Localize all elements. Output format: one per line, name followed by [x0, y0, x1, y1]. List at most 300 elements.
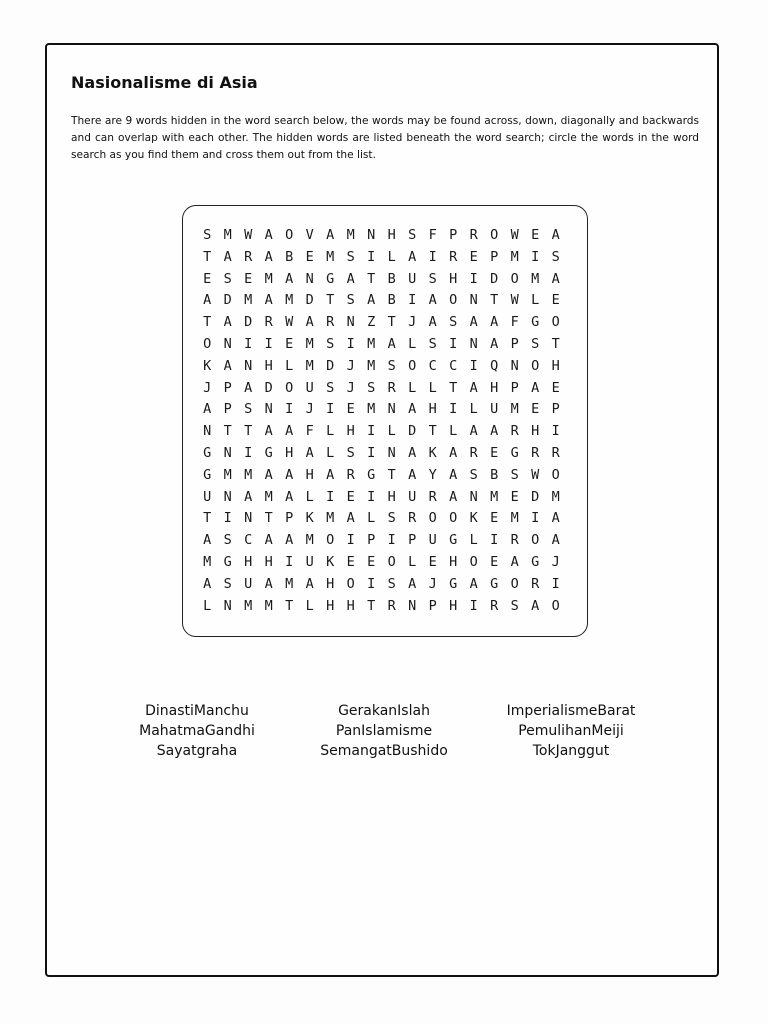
grid-letter: N	[223, 597, 232, 614]
grid-letter: A	[490, 423, 499, 440]
grid-letter: T	[244, 423, 253, 440]
grid-letter: N	[223, 335, 232, 352]
grid-letter: E	[428, 553, 437, 570]
grid-letter: M	[285, 292, 294, 309]
grid-letter: D	[244, 314, 253, 331]
grid-letter: M	[244, 597, 253, 614]
grid-letter: M	[264, 270, 273, 287]
grid-letter: M	[490, 488, 499, 505]
grid-letter: W	[244, 227, 253, 243]
grid-letter: S	[326, 335, 335, 352]
grid-letter: I	[346, 532, 355, 549]
grid-letter: L	[387, 248, 396, 265]
grid-letter: U	[305, 553, 314, 570]
grid-letter: S	[428, 270, 437, 287]
grid-letter: I	[551, 575, 560, 592]
grid-letter: S	[387, 357, 396, 374]
grid-letter: S	[346, 444, 355, 461]
grid-letter: H	[346, 597, 355, 614]
grid-letter: T	[223, 423, 232, 440]
grid-letter: S	[387, 575, 396, 592]
grid-letter: E	[346, 553, 355, 570]
grid-letter: A	[510, 553, 519, 570]
grid-letter: I	[264, 335, 273, 352]
grid-letter: N	[510, 357, 519, 374]
grid-letter: A	[428, 314, 437, 331]
grid-letter: G	[203, 466, 212, 483]
grid-letter: N	[387, 444, 396, 461]
word-list-item: PemulihanMeiji	[518, 723, 624, 739]
grid-letter: O	[551, 597, 560, 614]
grid-letter: P	[285, 510, 294, 527]
grid-letter: M	[346, 227, 355, 243]
grid-letter: A	[285, 532, 294, 549]
grid-letter: R	[244, 248, 253, 265]
grid-letter: H	[326, 597, 335, 614]
grid-letter: L	[326, 444, 335, 461]
grid-letter: H	[387, 227, 396, 243]
grid-letter: A	[305, 444, 314, 461]
grid-letter: S	[449, 314, 458, 331]
grid-letter: I	[367, 575, 376, 592]
grid-letter: M	[244, 292, 253, 309]
grid-letter: R	[264, 314, 273, 331]
grid-letter: H	[285, 444, 294, 461]
grid-letter: P	[490, 248, 499, 265]
grid-letter: A	[326, 227, 335, 243]
grid-letter: G	[510, 444, 519, 461]
grid-letter: W	[510, 292, 519, 309]
grid-letter: A	[551, 227, 560, 243]
grid-letter: E	[531, 227, 540, 243]
grid-letter: A	[469, 379, 478, 396]
grid-letter: I	[449, 335, 458, 352]
worksheet-page	[45, 43, 719, 977]
word-list-item: TokJanggut	[532, 743, 610, 759]
grid-letter: M	[367, 357, 376, 374]
grid-letter: G	[326, 270, 335, 287]
grid-letter: A	[490, 335, 499, 352]
grid-letter: N	[367, 227, 376, 243]
grid-letter: A	[305, 314, 314, 331]
grid-letter: T	[203, 248, 212, 265]
grid-letter: K	[326, 553, 335, 570]
grid-letter: D	[264, 379, 273, 396]
grid-letter: G	[531, 314, 540, 331]
grid-letter: T	[264, 510, 273, 527]
grid-letter: S	[244, 401, 253, 418]
grid-letter: R	[326, 314, 335, 331]
grid-letter: Z	[367, 314, 376, 331]
grid-letter: W	[285, 314, 294, 331]
grid-letter: L	[469, 401, 478, 418]
instructions-text: There are 9 words hidden in the word search below, the words may be found across, down, diagonally and backwards and can overlap with each other. The hidden words are listed beneath the word search; circle the words in the word search as you find them and cross them out from the list.	[71, 115, 699, 161]
grid-letter: I	[367, 444, 376, 461]
grid-letter: R	[387, 379, 396, 396]
grid-letter: N	[469, 335, 478, 352]
grid-letter: V	[305, 227, 314, 243]
grid-letter: A	[551, 532, 560, 549]
grid-letter: A	[326, 466, 335, 483]
grid-letter: H	[264, 357, 273, 374]
grid-letter: P	[367, 532, 376, 549]
grid-letter: A	[469, 314, 478, 331]
grid-letter: O	[346, 575, 355, 592]
grid-letter: E	[469, 248, 478, 265]
grid-letter: W	[531, 466, 540, 483]
grid-letter: M	[326, 510, 335, 527]
grid-letter: T	[449, 379, 458, 396]
grid-letter: I	[428, 248, 437, 265]
grid-letter: O	[490, 227, 499, 243]
grid-letter: I	[285, 401, 294, 418]
grid-letter: O	[285, 379, 294, 396]
grid-letter: E	[346, 401, 355, 418]
grid-letter: N	[387, 401, 396, 418]
grid-letter: A	[531, 379, 540, 396]
grid-letter: E	[285, 335, 294, 352]
grid-letter: T	[203, 510, 212, 527]
grid-letter: B	[387, 270, 396, 287]
grid-letter: A	[264, 423, 273, 440]
grid-letter: J	[203, 379, 212, 396]
grid-letter: D	[490, 270, 499, 287]
grid-letter: U	[490, 401, 499, 418]
grid-letter: P	[449, 227, 458, 243]
grid-letter: U	[305, 379, 314, 396]
grid-letter: W	[510, 227, 519, 243]
grid-letter: L	[387, 423, 396, 440]
grid-letter: O	[387, 553, 396, 570]
grid-letter: N	[244, 510, 253, 527]
word-list-item: ImperialismeBarat	[506, 703, 636, 719]
grid-letter: P	[510, 335, 519, 352]
grid-letter: D	[326, 357, 335, 374]
grid-letter: G	[203, 444, 212, 461]
grid-letter: B	[387, 292, 396, 309]
grid-letter: I	[469, 270, 478, 287]
grid-letter: L	[449, 423, 458, 440]
grid-letter: H	[305, 466, 314, 483]
grid-letter: A	[367, 292, 376, 309]
grid-letter: A	[264, 575, 273, 592]
grid-letter: R	[469, 227, 478, 243]
grid-letter: G	[490, 575, 499, 592]
grid-letter: I	[469, 597, 478, 614]
grid-letter: J	[346, 357, 355, 374]
grid-letter: A	[264, 466, 273, 483]
grid-letter: T	[367, 270, 376, 287]
word-list-item: SemangatBushido	[320, 743, 448, 759]
grid-letter: R	[346, 466, 355, 483]
grid-letter: J	[346, 379, 355, 396]
grid-letter: A	[305, 575, 314, 592]
grid-letter: O	[449, 510, 458, 527]
grid-letter: H	[428, 401, 437, 418]
letter-grid	[197, 225, 566, 617]
grid-letter: D	[305, 292, 314, 309]
grid-letter: S	[346, 248, 355, 265]
grid-letter: U	[408, 488, 417, 505]
grid-letter: M	[223, 227, 232, 243]
grid-letter: N	[264, 401, 273, 418]
grid-letter: T	[428, 423, 437, 440]
grid-letter: I	[346, 335, 355, 352]
grid-letter: U	[244, 575, 253, 592]
grid-letter: R	[428, 488, 437, 505]
grid-letter: U	[408, 270, 417, 287]
grid-letter: B	[490, 466, 499, 483]
grid-letter: I	[326, 488, 335, 505]
grid-letter: L	[469, 532, 478, 549]
grid-letter: I	[408, 292, 417, 309]
grid-letter: E	[367, 553, 376, 570]
grid-letter: M	[326, 248, 335, 265]
grid-letter: A	[449, 444, 458, 461]
grid-letter: K	[203, 357, 212, 374]
grid-letter: S	[387, 510, 396, 527]
grid-letter: R	[531, 444, 540, 461]
grid-letter: A	[264, 248, 273, 265]
grid-letter: T	[367, 597, 376, 614]
grid-letter: A	[244, 488, 253, 505]
grid-letter: S	[428, 335, 437, 352]
grid-letter: K	[428, 444, 437, 461]
grid-letter: L	[305, 488, 314, 505]
grid-letter: A	[490, 314, 499, 331]
grid-letter: I	[469, 357, 478, 374]
grid-letter: H	[490, 379, 499, 396]
grid-letter: J	[408, 314, 417, 331]
grid-letter: A	[285, 270, 294, 287]
grid-letter: H	[551, 357, 560, 374]
grid-letter: L	[428, 379, 437, 396]
grid-letter: P	[551, 401, 560, 418]
grid-letter: M	[531, 270, 540, 287]
grid-letter: M	[305, 532, 314, 549]
grid-letter: S	[510, 597, 519, 614]
grid-letter: A	[531, 597, 540, 614]
grid-letter: M	[264, 597, 273, 614]
grid-letter: A	[244, 379, 253, 396]
grid-letter: N	[346, 314, 355, 331]
grid-letter: I	[490, 532, 499, 549]
grid-letter: I	[244, 444, 253, 461]
grid-letter: G	[264, 444, 273, 461]
grid-letter: M	[367, 335, 376, 352]
grid-letter: O	[203, 335, 212, 352]
grid-letter: U	[428, 532, 437, 549]
grid-letter: H	[449, 597, 458, 614]
word-column-1	[97, 701, 297, 761]
grid-letter: L	[408, 335, 417, 352]
grid-letter: E	[490, 510, 499, 527]
grid-letter: A	[449, 466, 458, 483]
grid-letter: E	[490, 553, 499, 570]
grid-letter: A	[469, 423, 478, 440]
grid-letter: N	[469, 488, 478, 505]
grid-letter: L	[531, 292, 540, 309]
grid-letter: I	[551, 423, 560, 440]
word-list-item: Sayatgraha	[156, 743, 238, 759]
word-list	[47, 701, 721, 771]
grid-letter: O	[531, 357, 540, 374]
grid-letter: L	[326, 423, 335, 440]
grid-letter: R	[531, 575, 540, 592]
grid-letter: M	[264, 488, 273, 505]
grid-letter: C	[428, 357, 437, 374]
grid-letter: E	[531, 401, 540, 418]
grid-letter: N	[305, 270, 314, 287]
grid-letter: O	[551, 314, 560, 331]
grid-letter: Q	[490, 357, 499, 374]
grid-letter: A	[264, 532, 273, 549]
grid-letter: I	[531, 248, 540, 265]
grid-letter: E	[346, 488, 355, 505]
grid-letter: U	[203, 488, 212, 505]
grid-letter: T	[387, 466, 396, 483]
grid-letter: O	[469, 553, 478, 570]
grid-letter: G	[367, 466, 376, 483]
grid-letter: S	[203, 227, 212, 243]
grid-letter: T	[551, 335, 560, 352]
grid-letter: L	[408, 553, 417, 570]
grid-letter: L	[203, 597, 212, 614]
grid-letter: T	[326, 292, 335, 309]
grid-letter: M	[551, 488, 560, 505]
grid-letter: M	[223, 466, 232, 483]
grid-letter: A	[285, 423, 294, 440]
grid-letter: S	[223, 575, 232, 592]
grid-letter: N	[408, 597, 417, 614]
grid-letter: J	[305, 401, 314, 418]
grid-letter: R	[510, 532, 519, 549]
grid-letter: R	[449, 248, 458, 265]
grid-letter: A	[408, 401, 417, 418]
grid-letter: R	[551, 444, 560, 461]
grid-letter: P	[428, 597, 437, 614]
grid-letter: F	[428, 227, 437, 243]
grid-letter: H	[449, 553, 458, 570]
grid-letter: J	[551, 553, 560, 570]
grid-letter: A	[408, 444, 417, 461]
grid-letter: E	[244, 270, 253, 287]
grid-letter: I	[285, 553, 294, 570]
word-list-item: PanIslamisme	[335, 723, 433, 739]
grid-letter: E	[203, 270, 212, 287]
grid-letter: J	[428, 575, 437, 592]
grid-letter: A	[449, 488, 458, 505]
grid-letter: A	[408, 466, 417, 483]
grid-letter: S	[408, 227, 417, 243]
grid-letter: K	[305, 510, 314, 527]
grid-letter: A	[203, 292, 212, 309]
grid-letter: P	[510, 379, 519, 396]
grid-letter: S	[223, 532, 232, 549]
grid-letter: S	[346, 292, 355, 309]
grid-letter: S	[551, 248, 560, 265]
grid-letter: H	[244, 553, 253, 570]
grid-letter: B	[285, 248, 294, 265]
grid-letter: L	[285, 357, 294, 374]
grid-letter: H	[264, 553, 273, 570]
grid-letter: A	[551, 270, 560, 287]
grid-letter: R	[408, 510, 417, 527]
grid-letter: O	[285, 227, 294, 243]
grid-letter: S	[531, 335, 540, 352]
grid-letter: T	[387, 314, 396, 331]
grid-letter: D	[408, 423, 417, 440]
grid-letter: A	[285, 466, 294, 483]
grid-letter: R	[469, 444, 478, 461]
grid-letter: H	[531, 423, 540, 440]
grid-letter: N	[469, 292, 478, 309]
grid-letter: G	[223, 553, 232, 570]
grid-letter: I	[244, 335, 253, 352]
grid-letter: P	[223, 401, 232, 418]
grid-letter: O	[428, 510, 437, 527]
grid-letter: I	[387, 532, 396, 549]
grid-letter: L	[305, 597, 314, 614]
grid-letter: A	[408, 248, 417, 265]
grid-letter: R	[490, 597, 499, 614]
grid-letter: A	[469, 575, 478, 592]
grid-letter: A	[264, 292, 273, 309]
word-column-2	[284, 701, 484, 761]
grid-letter: N	[244, 357, 253, 374]
grid-letter: A	[203, 532, 212, 549]
grid-letter: G	[531, 553, 540, 570]
grid-letter: M	[244, 466, 253, 483]
grid-letter: A	[551, 510, 560, 527]
grid-letter: A	[223, 248, 232, 265]
grid-letter: R	[387, 597, 396, 614]
grid-letter: H	[449, 270, 458, 287]
grid-letter: G	[449, 575, 458, 592]
grid-letter: M	[510, 510, 519, 527]
grid-letter: S	[367, 379, 376, 396]
grid-letter: A	[223, 357, 232, 374]
grid-letter: I	[531, 510, 540, 527]
grid-letter: E	[551, 292, 560, 309]
grid-letter: O	[551, 466, 560, 483]
grid-letter: C	[449, 357, 458, 374]
grid-letter: E	[305, 248, 314, 265]
grid-letter: A	[408, 575, 417, 592]
word-list-item: GerakanIslah	[338, 703, 430, 719]
grid-letter: S	[510, 466, 519, 483]
grid-letter: M	[305, 357, 314, 374]
grid-letter: G	[449, 532, 458, 549]
grid-letter: T	[285, 597, 294, 614]
grid-letter: I	[367, 488, 376, 505]
word-column-3	[471, 701, 671, 761]
grid-letter: M	[305, 335, 314, 352]
grid-letter: A	[387, 335, 396, 352]
grid-letter: C	[244, 532, 253, 549]
grid-letter: A	[203, 575, 212, 592]
grid-letter: A	[346, 270, 355, 287]
grid-letter: N	[223, 444, 232, 461]
grid-letter: M	[367, 401, 376, 418]
grid-letter: Y	[428, 466, 437, 483]
grid-letter: H	[387, 488, 396, 505]
grid-letter: S	[326, 379, 335, 396]
grid-letter: H	[346, 423, 355, 440]
grid-letter: S	[223, 270, 232, 287]
grid-letter: I	[367, 423, 376, 440]
grid-letter: O	[326, 532, 335, 549]
